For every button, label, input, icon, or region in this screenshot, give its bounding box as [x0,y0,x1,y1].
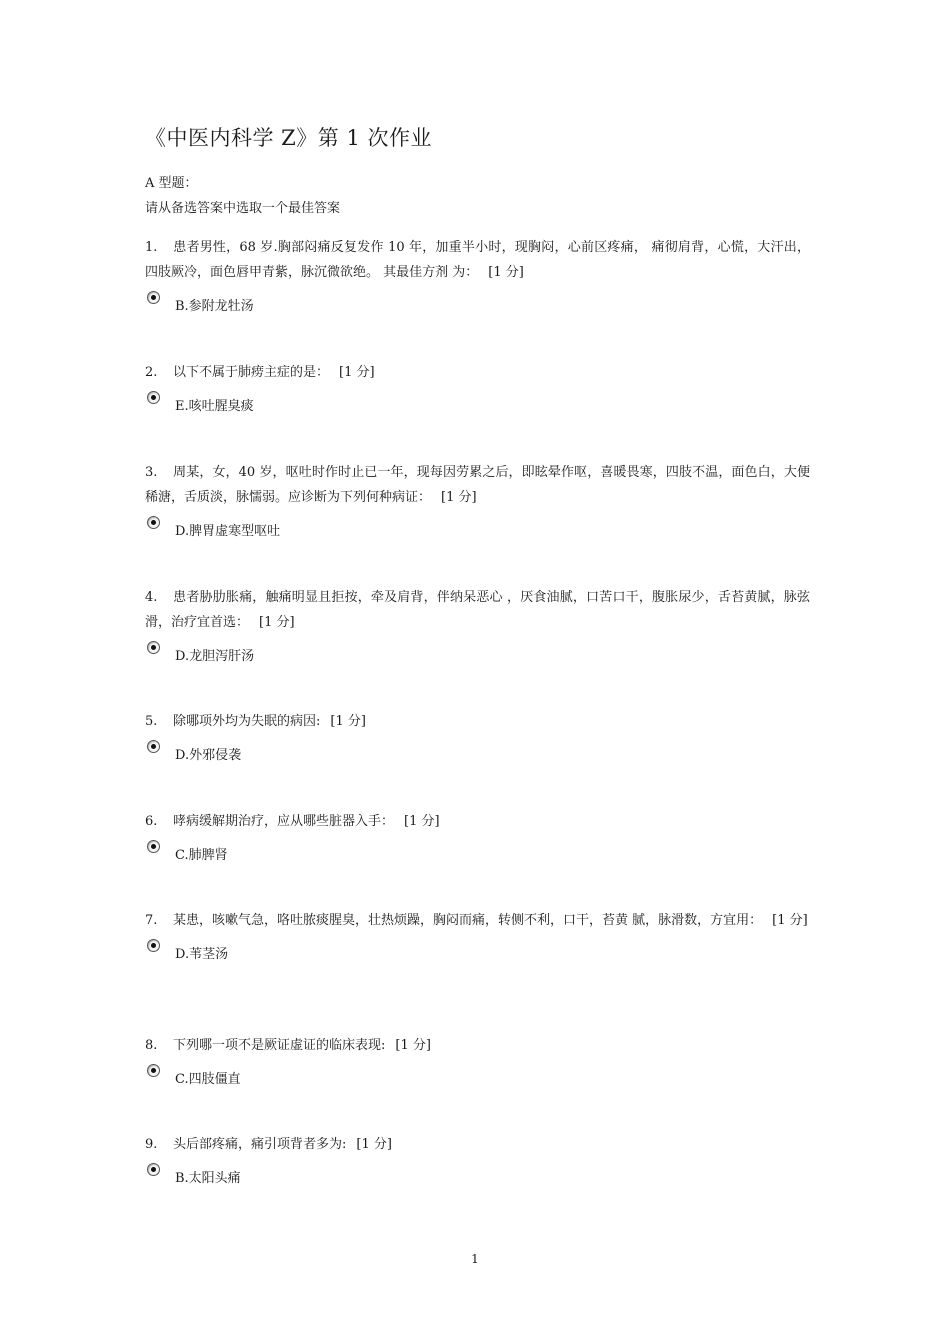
question-text [145,809,810,834]
radio-selected-icon[interactable] [147,740,160,753]
question-number: 6. [145,814,158,829]
radio-selected-icon[interactable] [147,939,160,952]
section-type: A 型题： [145,176,198,191]
answer-option[interactable] [145,510,810,556]
question-body: 头后部疼痛，痛引项背者多为: [173,1137,347,1152]
question-number: 7. [145,913,158,928]
question-9 [145,1132,810,1203]
question-number: 3. [145,465,158,480]
question-1 [145,235,810,331]
question-score: [1 分] [404,814,440,829]
question-8 [145,1033,810,1104]
answer-label: C.肺脾肾 [175,848,228,863]
question-score: [1 分] [441,490,477,505]
question-score: [1 分] [772,913,808,928]
answer-option[interactable] [145,1058,810,1104]
question-body: 除哪项外均为失眠的病因: [173,714,321,729]
question-text [145,908,810,933]
answer-label: D.苇茎汤 [175,947,229,962]
question-5 [145,709,810,780]
question-text [145,460,810,510]
answer-option[interactable] [145,734,810,780]
question-number: 4. [145,590,158,605]
radio-selected-icon[interactable] [147,641,160,654]
question-text [145,1033,810,1058]
question-body: 周某，女，40 岁，呕吐时作时止已一年，现每因劳累之后，即眩晕作呕，喜暖畏寒，四肢不温，面色白，大便稀溏，舌质淡，脉懦弱。应诊断为下列何种病证： [145,465,810,505]
radio-selected-icon[interactable] [147,1064,160,1077]
question-body: 患者男性，68 岁.胸部闷痛反复发作 10 年，加重半小时，现胸闷，心前区疼痛， 痛彻肩背，心慌，大汗出，四肢厥冷，面色唇甲青紫，脉沉微欲绝。 其最佳方剂 为： [145,240,810,280]
question-score: [1 分] [259,615,295,630]
question-text [145,709,810,734]
answer-label: D.龙胆泻肝汤 [175,649,255,664]
answer-label: C.四肢僵直 [175,1072,241,1087]
answer-label: B.太阳头痛 [175,1171,241,1186]
question-3 [145,460,810,556]
question-2 [145,360,810,431]
radio-selected-icon[interactable] [147,391,160,404]
answer-option[interactable] [145,635,810,681]
radio-selected-icon[interactable] [147,291,160,304]
answer-label: B.参附龙牡汤 [175,299,254,314]
page-number: 1 [471,1252,479,1266]
answer-label: E.咳吐腥臭痰 [175,399,254,414]
answer-option[interactable] [145,834,810,880]
question-7 [145,908,810,979]
question-number: 2. [145,365,158,380]
answer-option[interactable] [145,385,810,431]
question-body: 以下不属于肺痨主症的是： [173,365,330,380]
question-text [145,360,810,385]
question-number: 8. [145,1038,158,1053]
answer-option[interactable] [145,933,810,979]
question-text [145,585,810,635]
question-score: [1 分] [356,1137,392,1152]
radio-selected-icon[interactable] [147,1163,160,1176]
question-text [145,1132,810,1157]
question-score: [1 分] [488,265,524,280]
question-score: [1 分] [395,1038,431,1053]
question-score: [1 分] [330,714,366,729]
radio-selected-icon[interactable] [147,516,160,529]
question-score: [1 分] [339,365,375,380]
answer-option[interactable] [145,1157,810,1203]
question-6 [145,809,810,880]
question-body: 下列哪一项不是厥证虚证的临床表现: [173,1038,386,1053]
question-number: 9. [145,1137,158,1152]
answer-label: D.外邪侵袭 [175,748,242,763]
question-text [145,235,810,285]
question-body: 某患，咳嗽气急，咯吐脓痰腥臭，壮热烦躁，胸闷而痛，转侧不利，口干，苔黄 腻，脉滑数，方宜用： [173,913,763,928]
question-body: 患者胁肋胀痛，触痛明显且拒按，牵及肩背，伴纳呆恶心 ，厌食油腻，口苦口干，腹胀尿少，舌苔黄腻，脉弦滑，治疗宜首选： [145,590,810,630]
question-number: 5. [145,714,158,729]
question-number: 1. [145,240,158,255]
section-instruction: 请从备选答案中选取一个最佳答案 [145,201,341,216]
question-4 [145,585,810,681]
answer-label: D.脾胃虚寒型呕吐 [175,524,281,539]
answer-option[interactable] [145,285,810,331]
page-title: 《中医内科学 Z》第 1 次作业 [145,126,432,150]
question-body: 哮病缓解期治疗，应从哪些脏器入手： [173,814,395,829]
radio-selected-icon[interactable] [147,840,160,853]
